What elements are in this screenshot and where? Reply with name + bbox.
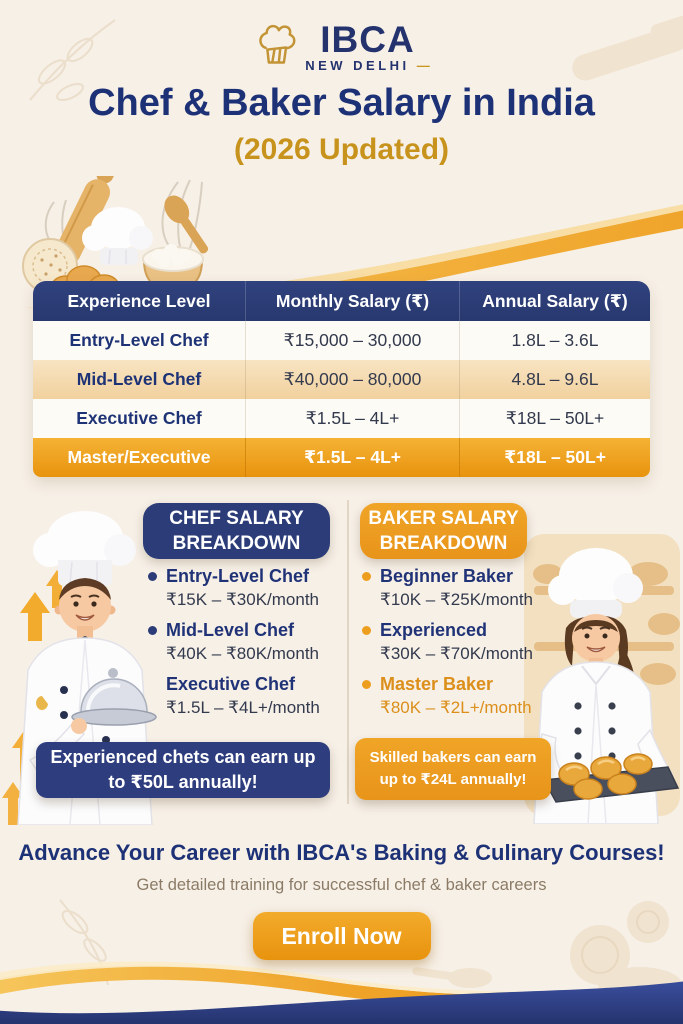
cell-level: Mid-Level Chef bbox=[76, 369, 202, 389]
item-range: ₹15K – ₹30K/month bbox=[166, 590, 319, 609]
cell-monthly: ₹1.5L – 4L+ bbox=[245, 399, 459, 438]
item-role: Experienced bbox=[380, 620, 488, 640]
bullet-dot bbox=[362, 572, 371, 581]
cell-level: Executive Chef bbox=[76, 408, 202, 428]
brand-name: IBCA bbox=[320, 19, 415, 60]
chef-hat-logo-icon bbox=[253, 20, 299, 72]
table-row bbox=[33, 438, 650, 477]
column-header-monthly-salary: Monthly Salary (₹) bbox=[245, 281, 459, 321]
item-role: Mid-Level Chef bbox=[166, 620, 295, 640]
item-role: Beginner Baker bbox=[380, 566, 514, 586]
salary-table bbox=[33, 281, 650, 477]
item-range: ₹10K – ₹25K/month bbox=[380, 590, 533, 609]
footer-subtext: Get detailed training for successful chef & baker careers bbox=[136, 876, 547, 894]
cell-level: Entry-Level Chef bbox=[69, 330, 209, 350]
cell-annual: 1.8L – 3.6L bbox=[459, 321, 650, 360]
column-header-annual-salary: Annual Salary (₹) bbox=[459, 281, 650, 321]
bullet-dot bbox=[148, 626, 157, 635]
cell-annual: ₹18L – 50L+ bbox=[459, 438, 650, 477]
table-row bbox=[33, 360, 650, 399]
item-range: ₹80K – ₹2L+/month bbox=[380, 698, 532, 717]
cell-level: Master/Executive bbox=[67, 447, 211, 467]
chef-breakdown-list bbox=[148, 566, 346, 718]
chef-breakdown-title-line1: CHEF SALARY bbox=[169, 508, 304, 529]
cell-annual: 4.8L – 9.6L bbox=[459, 360, 650, 399]
item-range: ₹1.5L – ₹4L+/month bbox=[166, 698, 320, 717]
item-range: ₹40K – ₹80K/month bbox=[166, 644, 319, 663]
chef-breakdown-title-line2: BREAKDOWN bbox=[172, 533, 301, 554]
chef-breakdown-title bbox=[143, 503, 330, 559]
cell-annual: ₹18L – 50L+ bbox=[459, 399, 650, 438]
breakdown-item bbox=[362, 566, 552, 610]
enroll-now-button[interactable]: Enroll Now bbox=[253, 912, 431, 960]
cell-monthly: ₹40,000 – 80,000 bbox=[245, 360, 459, 399]
page-title: Chef & Baker Salary in India bbox=[88, 82, 595, 124]
cell-monthly: ₹1.5L – 4L+ bbox=[245, 438, 459, 477]
item-role: Executive Chef bbox=[166, 674, 296, 694]
item-role: Master Baker bbox=[380, 674, 494, 694]
brand-dash: — bbox=[416, 58, 430, 73]
baker-callout: Skilled bakers can earn up to ₹24L annually! bbox=[355, 738, 551, 800]
cell-monthly: ₹15,000 – 30,000 bbox=[245, 321, 459, 360]
breakdown-item bbox=[148, 620, 346, 664]
breakdown-item bbox=[362, 674, 552, 718]
page-subtitle: (2026 Updated) bbox=[233, 133, 450, 166]
bullet-dot bbox=[362, 680, 371, 689]
breakdown-item bbox=[362, 620, 552, 664]
footer-headline: Advance Your Career with IBCA's Baking & Culinary Courses! bbox=[18, 840, 665, 865]
item-role: Entry-Level Chef bbox=[166, 566, 310, 586]
baker-breakdown-list bbox=[362, 566, 552, 718]
chef-callout: Experienced chets can earn up to ₹50L annually! bbox=[36, 742, 330, 798]
item-range: ₹30K – ₹70K/month bbox=[380, 644, 533, 663]
baker-breakdown-title-line2: BREAKDOWN bbox=[379, 533, 508, 554]
salary-table-header bbox=[33, 281, 650, 321]
bullet-dot bbox=[362, 626, 371, 635]
breakdown-item bbox=[148, 674, 346, 718]
bullet-dot bbox=[148, 572, 157, 581]
table-row bbox=[33, 399, 650, 438]
baker-breakdown-title bbox=[360, 503, 527, 559]
table-row bbox=[33, 321, 650, 360]
ibca-logo bbox=[0, 20, 683, 77]
baker-breakdown-title-line1: BAKER SALARY bbox=[368, 508, 519, 529]
breakdown-item bbox=[148, 566, 346, 610]
column-header-experience-level: Experience Level bbox=[67, 290, 211, 311]
column-divider bbox=[347, 500, 349, 804]
brand-location: NEW DELHI — bbox=[305, 58, 430, 73]
